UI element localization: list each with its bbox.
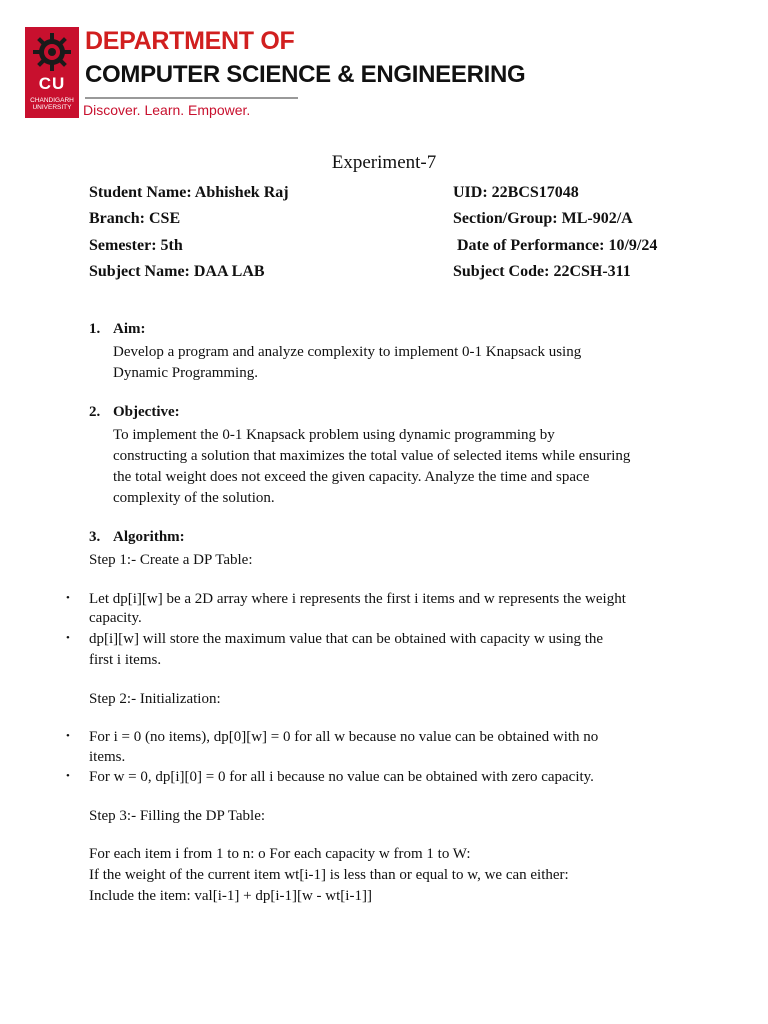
student-name: Student Name: Abhishek Raj [89, 184, 289, 201]
bullet-icon: • [66, 632, 70, 644]
objective-text-line-3: the total weight does not exceed the given capacity. Analyze the time and space [113, 469, 590, 485]
bullet-icon: • [66, 770, 70, 782]
step-3-text-line-3: Include the item: val[i-1] + dp[i-1][w - wt[i-1]] [89, 888, 372, 904]
aim-text-line-2: Dynamic Programming. [113, 365, 258, 381]
step-1-bullet-2-line-2: first i items. [89, 652, 162, 668]
step-2-heading: Step 2:- Initialization: [89, 691, 221, 707]
subject-code: Subject Code: 22CSH-311 [453, 263, 631, 280]
step-1-bullet-1-line-1: Let dp[i][w] be a 2D array where i represents the first i items and w represents the weight [89, 591, 626, 607]
university-logo [25, 27, 79, 118]
step-2-bullet-2-line-1: For w = 0, dp[i][0] = 0 for all i because no value can be obtained with zero capacity. [89, 769, 594, 785]
aim-number: 1. [89, 321, 101, 337]
gear-emblem-icon [31, 31, 73, 73]
aim-text-line-1: Develop a program and analyze complexity to implement 0-1 Knapsack using [113, 344, 582, 360]
subject-name: Subject Name: DAA LAB [89, 263, 265, 280]
objective-heading: Objective: [113, 404, 180, 420]
header-divider [85, 97, 298, 99]
semester: Semester: 5th [89, 237, 183, 254]
step-1-bullet-1-line-2: capacity. [89, 610, 142, 626]
algorithm-heading: Algorithm: [113, 529, 185, 545]
step-1-bullet-2-line-1: dp[i][w] will store the maximum value that can be obtained with capacity w using the [89, 631, 604, 647]
algorithm-number: 3. [89, 529, 101, 545]
section-group: Section/Group: ML-902/A [453, 210, 633, 227]
date-of-performance: Date of Performance: 10/9/24 [457, 237, 658, 254]
bullet-icon: • [66, 592, 70, 604]
step-3-heading: Step 3:- Filling the DP Table: [89, 808, 266, 824]
aim-heading: Aim: [113, 321, 146, 337]
objective-number: 2. [89, 404, 101, 420]
branch: Branch: CSE [89, 210, 181, 227]
objective-text-line-4: complexity of the solution. [113, 490, 275, 506]
objective-text-line-2: constructing a solution that maximizes the total value of selected items while ensuring [113, 448, 631, 464]
logo-university-name: CHANDIGARH UNIVERSITY [30, 97, 74, 111]
step-1-heading: Step 1:- Create a DP Table: [89, 552, 253, 568]
department-line-1: DEPARTMENT OF [85, 27, 295, 55]
step-3-text-line-1: For each item i from 1 to n: o For each capacity w from 1 to W: [89, 846, 471, 862]
step-2-bullet-1-line-2: items. [89, 749, 126, 765]
header-tagline: Discover. Learn. Empower. [83, 102, 251, 118]
step-3-text-line-2: If the weight of the current item wt[i-1] is less than or equal to w, we can either: [89, 867, 569, 883]
experiment-title: Experiment-7 [331, 152, 437, 173]
bullet-icon: • [66, 730, 70, 742]
student-uid: UID: 22BCS17048 [453, 184, 579, 201]
step-2-bullet-1-line-1: For i = 0 (no items), dp[0][w] = 0 for all w because no value can be obtained with no [89, 729, 599, 745]
logo-initials: CU [38, 74, 66, 93]
department-line-2: COMPUTER SCIENCE & ENGINEERING [85, 61, 526, 88]
objective-text-line-1: To implement the 0-1 Knapsack problem using dynamic programming by [113, 427, 555, 443]
